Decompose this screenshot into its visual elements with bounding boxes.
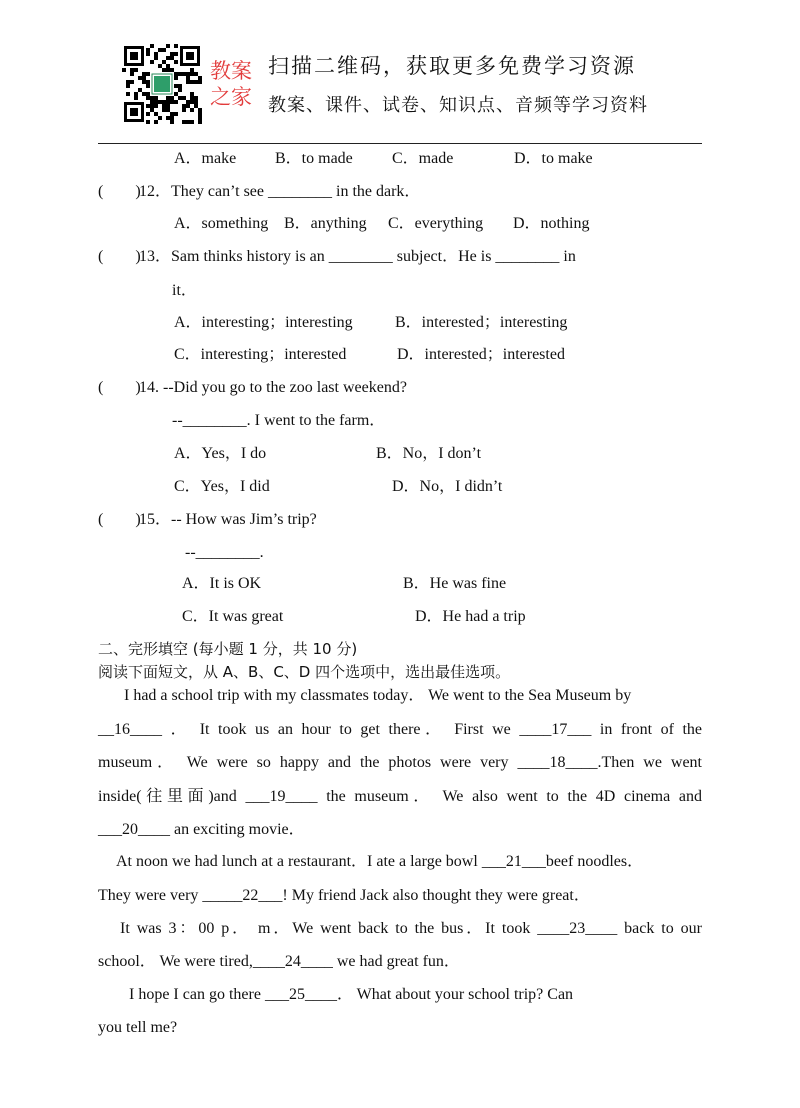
passage-text: At noon we had lunch at a restaurant．I ate a large bowl bbox=[116, 853, 478, 870]
qr-code bbox=[122, 44, 202, 124]
q12-stem: 12．They can’t see ________ in the dark． bbox=[139, 183, 421, 200]
passage-line bbox=[98, 886, 590, 906]
blank-25: ___25____ bbox=[264, 986, 337, 1003]
blank-21: ___21___ bbox=[481, 853, 546, 870]
passage-line: I had a school trip with my classmates today． We went to the Sea Museum by bbox=[124, 687, 632, 704]
passage-text: inside(往里面)and bbox=[98, 788, 237, 805]
passage-line bbox=[116, 852, 643, 872]
passage-line bbox=[98, 720, 702, 740]
header-slogan: 扫描二维码，获取更多免费学习资源 bbox=[268, 54, 636, 78]
q15-stem-cont: --________. bbox=[185, 544, 264, 561]
blank-23: ____23____ bbox=[537, 920, 618, 937]
blank-18: ____18____ bbox=[517, 754, 598, 771]
passage-text: It was 3：00 p． m．We went back to the bus．It took bbox=[120, 920, 531, 937]
passage-text: ． What about your school trip? Can bbox=[336, 986, 574, 1003]
q13-option-a: A．interesting；interesting bbox=[174, 314, 353, 331]
q13-stem-cont: it． bbox=[172, 282, 197, 299]
passage-text: ． It took us an hour to get there． First we bbox=[170, 721, 511, 738]
q12-answer-blank: ( ) bbox=[98, 183, 141, 200]
passage-text: an exciting movie． bbox=[174, 821, 305, 838]
passage-text: .Then we went bbox=[597, 754, 702, 771]
passage-text: we had great fun． bbox=[336, 953, 460, 970]
blank-17: ____17___ bbox=[519, 721, 592, 738]
q14-stem: 14. --Did you go to the zoo last weekend? bbox=[139, 379, 407, 396]
q15-option-b: B．He was fine bbox=[403, 575, 507, 592]
passage-text: beef noodles． bbox=[545, 853, 644, 870]
q13-stem: 13．Sam thinks history is an ________ subject．He is ________ in bbox=[139, 248, 576, 265]
q11-option-d: D．to make bbox=[514, 150, 593, 167]
q13-option-b: B．interested；interesting bbox=[395, 314, 568, 331]
section-instruction: 阅读下面短文，从 A、B、C、D 四个选项中，选出最佳选项。 bbox=[98, 663, 511, 681]
q14-option-a: A．Yes，I do bbox=[174, 445, 267, 462]
passage-text: ! My friend Jack also thought they were great． bbox=[282, 887, 590, 904]
blank-24: ____24____ bbox=[252, 953, 333, 970]
passage-text: museum． We were so happy and the photos were very bbox=[98, 754, 509, 771]
blank-20: ___20____ bbox=[98, 821, 170, 838]
passage-text: the museum． We also went to the 4D cinema and bbox=[326, 788, 702, 805]
passage-line bbox=[120, 919, 702, 939]
q14-option-d: D．No，I didn’t bbox=[392, 478, 503, 495]
q13-option-d: D．interested；interested bbox=[397, 346, 565, 363]
passage-text: They were very bbox=[98, 887, 199, 904]
passage-line bbox=[98, 952, 460, 972]
q11-option-c: C．made bbox=[392, 150, 454, 167]
q12-option-a: A．something bbox=[174, 215, 269, 232]
blank-16: __16____ bbox=[98, 721, 162, 738]
q13-option-c: C．interesting；interested bbox=[174, 346, 347, 363]
q12-option-c: C．everything bbox=[388, 215, 484, 232]
q15-option-d: D．He had a trip bbox=[415, 608, 526, 625]
passage-line: you tell me? bbox=[98, 1019, 178, 1036]
section-title: 二、完形填空 (每小题 1 分，共 10 分) bbox=[98, 640, 358, 658]
passage-text: in front of the bbox=[599, 721, 703, 738]
q14-answer-blank: ( ) bbox=[98, 379, 141, 396]
q11-option-a: A．make bbox=[174, 150, 237, 167]
q15-option-a: A．It is OK bbox=[182, 575, 262, 592]
q15-stem: 15．-- How was Jim’s trip? bbox=[139, 511, 317, 528]
q15-answer-blank: ( ) bbox=[98, 511, 141, 528]
passage-text: back to our bbox=[624, 920, 702, 937]
q12-option-b: B．anything bbox=[284, 215, 367, 232]
passage-line bbox=[98, 753, 702, 773]
passage-line bbox=[98, 820, 305, 840]
passage-line bbox=[98, 787, 702, 807]
brand-logo-text: 教案 之家 bbox=[210, 59, 252, 109]
q14-option-c: C．Yes，I did bbox=[174, 478, 270, 495]
blank-22: _____22___ bbox=[202, 887, 283, 904]
passage-line bbox=[129, 985, 573, 1005]
passage-text: school． We were tired, bbox=[98, 953, 253, 970]
q12-option-d: D．nothing bbox=[513, 215, 590, 232]
q15-option-c: C．It was great bbox=[182, 608, 284, 625]
q11-option-b: B．to made bbox=[275, 150, 353, 167]
q13-answer-blank: ( ) bbox=[98, 248, 141, 265]
q14-stem-cont: --________. I went to the farm． bbox=[172, 412, 386, 429]
q14-option-b: B．No，I don’t bbox=[376, 445, 482, 462]
passage-text: I hope I can go there bbox=[129, 986, 261, 1003]
header-subslogan: 教案、课件、试卷、知识点、音频等学习资料 bbox=[268, 95, 648, 116]
blank-19: ___19____ bbox=[245, 788, 318, 805]
header-divider bbox=[98, 143, 702, 144]
